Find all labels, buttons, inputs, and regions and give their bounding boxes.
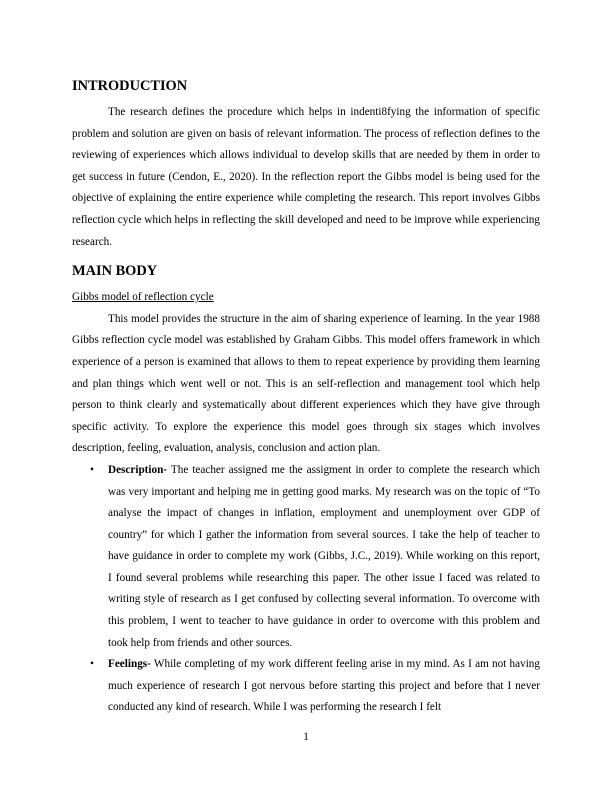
introduction-heading: INTRODUCTION [72,78,188,94]
introduction-paragraph: The research defines the procedure which helps in indenti8fying the information of specific problem and solution are given on basis of relevant information. The process of reflection defines to the reviewing of experiences which allows individual to develop skills that are needed by them in order to get success in future (Cendon, E., 2020). In the reflection report the Gibbs model is being used for the objective of explaining the entire experience while completing the research. This report involves Gibbs reflection cycle which helps in reflecting the skill developed and need to be improve while experiencing research. [72,106,540,248]
description-text: The teacher assigned me the assigment in order to complete the research which was very important and helping me in getting good marks. My research was on the topic of “To analyse the impact of changes in inflation, employment and unemployment over GDP of country” for which I gather the information from several sources. I take the help of teacher to have guidance in order to complete my work (Gibbs, J.C., 2019). While working on this report, I found several problems while researching this paper. The other issue I faced was related to writing style of research as I get confused by collecting several information. To overcome with this problem, I went to teacher to have guidance in order to overcome with this problem and took help from friends and other sources. [108,463,540,649]
description-term: Description- [108,463,168,476]
gibbs-model-subheading: Gibbs model of reflection cycle [72,291,214,304]
stages-list [72,460,540,719]
bullet-icon: • [90,463,94,476]
bullet-icon: • [90,658,94,671]
list-item-feelings [72,654,540,719]
page-content [72,76,540,719]
feelings-term: Feelings- [108,658,151,671]
list-item-description [72,460,540,654]
feelings-text: While completing of my work different feeling arise in my mind. As I am not having much experience of research I got nervous before starting this project and before that I never conducted any kind of research. While I was performing the research I felt [108,658,540,714]
page-number: 1 [303,731,309,743]
main-body-paragraph: This model provides the structure in the aim of sharing experience of learning. In the year 1988 Gibbs reflection cycle model was established by Graham Gibbs. This model offers framework in which experience of a person is examined that allows to them to repeat experience by providing them learning and plan things which went well or not. This is an self-reflection and management tool which help person to think clearly and systematically about different experiences which they have give through specific activity. To explore the experience this model goes through six stages which involves description, feeling, evaluation, analysis, conclusion and action plan. [72,312,540,455]
main-body-heading: MAIN BODY [72,263,158,280]
